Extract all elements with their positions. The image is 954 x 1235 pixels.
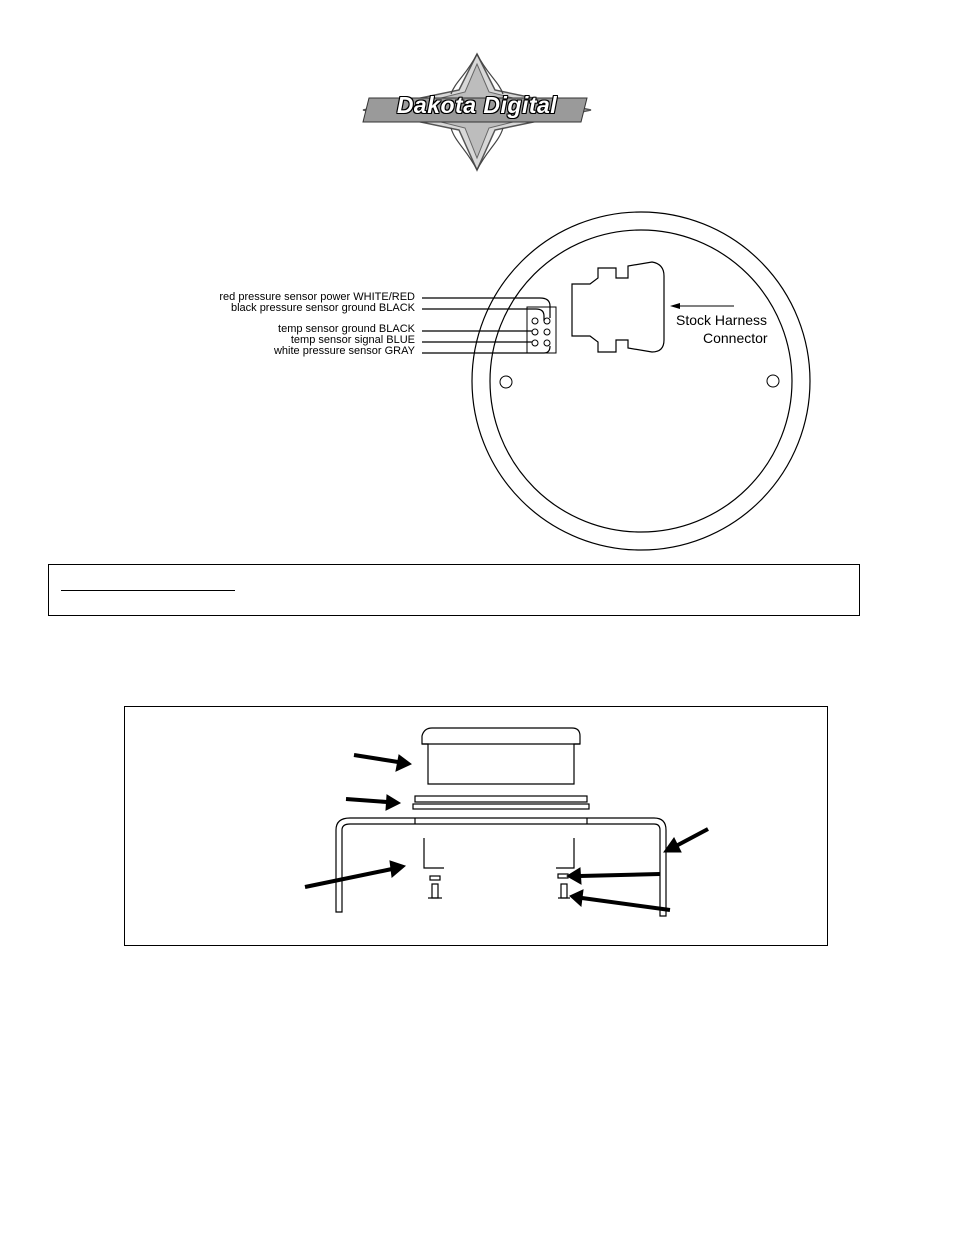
- wire-label-pressure-sensor: white pressure sensor GRAY: [273, 345, 415, 357]
- sensor-terminal-block: [527, 307, 556, 353]
- gauge-back-diagram: [0, 0, 954, 560]
- mounting-hole-left: [500, 376, 512, 388]
- notice-heading-underline: [61, 590, 235, 591]
- wire-label-temp-ground: temp sensor ground BLACK: [278, 323, 415, 335]
- mounting-diagram-frame: [124, 706, 828, 946]
- notice-box: [48, 564, 860, 616]
- stock-harness-label-line2: Connector: [703, 330, 768, 346]
- wire-label-pressure-power: red pressure sensor power WHITE/RED: [219, 291, 415, 303]
- gauge-outer-ring: [472, 212, 810, 550]
- wire-label-temp-signal: temp sensor signal BLUE: [290, 334, 415, 346]
- wire-label-pressure-ground: black pressure sensor ground BLACK: [230, 302, 415, 314]
- logo-text: Dakota Digital: [396, 92, 558, 118]
- stock-harness-connector-outline: [572, 262, 664, 352]
- gauge-inner-ring: [490, 230, 792, 532]
- stock-harness-label-line1: Stock Harness: [676, 312, 768, 328]
- mounting-hole-right: [767, 375, 779, 387]
